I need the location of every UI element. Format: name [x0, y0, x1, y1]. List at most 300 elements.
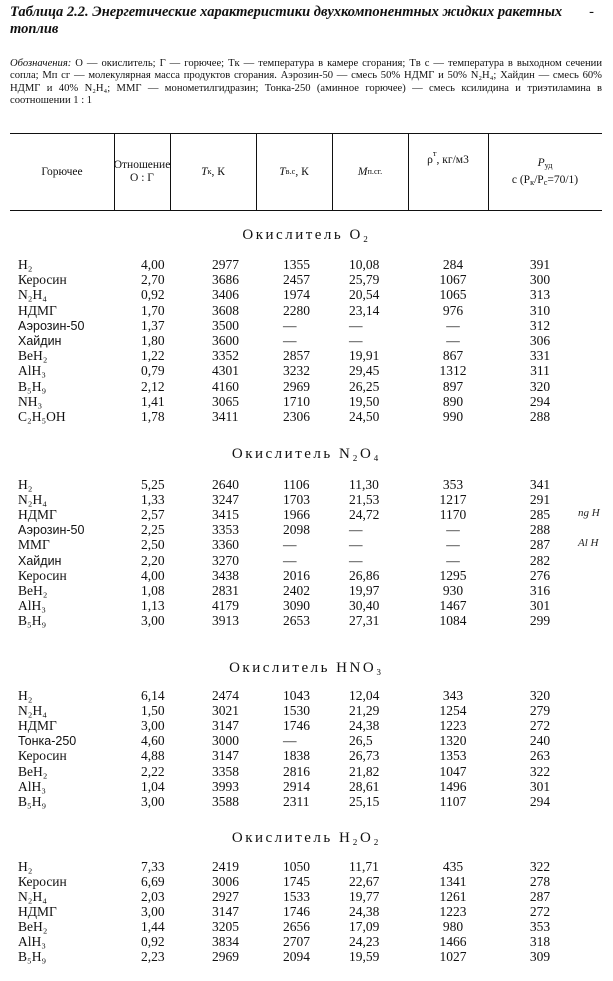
cell-tvs: 1966	[283, 507, 310, 523]
cell-tvs: 1043	[283, 688, 310, 703]
table-row	[0, 950, 613, 964]
section-title: Окислитель O₂	[242, 227, 371, 243]
cell-ratio: 4,00	[141, 257, 165, 272]
cell-tvs: 2098	[283, 522, 310, 538]
cell-tvs: —	[283, 733, 297, 749]
cell-tvs: —	[283, 537, 297, 553]
table-row	[0, 395, 613, 409]
cell-rho: 1320	[439, 733, 467, 749]
cell-tk: 3147	[212, 748, 239, 764]
table-row	[0, 478, 613, 492]
cell-m: —	[349, 552, 363, 568]
cell-tvs: 2280	[283, 302, 310, 318]
cell-ratio: 1,37	[141, 317, 165, 333]
cell-ratio: 1,08	[141, 582, 165, 598]
cell-m: 10,08	[349, 257, 380, 272]
cell-rho: 435	[442, 859, 464, 874]
cell-rho: 343	[442, 688, 464, 703]
table-row	[0, 795, 613, 809]
header-tvs: T в.с , К	[279, 165, 309, 178]
cell-tvs: —	[283, 317, 297, 333]
cell-ratio: 3,00	[141, 612, 165, 628]
cell-tk: 2977	[212, 257, 239, 272]
cell-rho: —	[446, 317, 460, 333]
cell-p: 263	[529, 748, 551, 764]
cell-rho: —	[446, 333, 460, 348]
cell-tk: 3000	[212, 733, 239, 749]
table-header	[10, 133, 602, 211]
cell-rho: 1261	[439, 889, 467, 904]
cell-fuel: Керосин	[18, 567, 67, 583]
cell-tvs: 1355	[283, 257, 310, 272]
cell-tvs: —	[283, 552, 297, 568]
table-row	[0, 935, 613, 949]
cell-fuel: C₂H₅OH	[18, 409, 66, 424]
cell-p: 287	[529, 889, 551, 904]
cell-p: 272	[529, 718, 551, 734]
cell-ratio: 2,20	[141, 552, 165, 568]
cell-ratio: 1,70	[141, 302, 165, 318]
cell-tvs: 2306	[283, 409, 310, 424]
cell-tk: 3913	[212, 612, 239, 628]
cell-rho: 1223	[439, 904, 467, 919]
cell-m: 11,71	[349, 859, 379, 874]
cell-p: 279	[529, 703, 551, 719]
cell-fuel: Аэрозин-50	[18, 523, 85, 538]
cell-p: 391	[529, 257, 551, 272]
cell-rho: 1047	[439, 763, 467, 779]
section-title: Окислитель H₂O₂	[231, 830, 382, 846]
cell-fuel: N₂H₄	[18, 889, 47, 904]
cell-tvs: 2311	[283, 793, 310, 809]
cell-p: 272	[529, 904, 551, 919]
cell-p: 341	[529, 477, 551, 492]
cell-rho: 1065	[439, 287, 467, 303]
cell-m: 26,25	[349, 378, 380, 394]
table-row	[0, 920, 613, 934]
cell-fuel: AlH₃	[18, 778, 46, 794]
cell-m: 26,5	[349, 733, 373, 749]
table-row	[0, 860, 613, 874]
cell-tk: 3438	[212, 567, 239, 583]
cell-rho: 353	[442, 477, 464, 492]
table-row	[0, 349, 613, 363]
cell-rho: 284	[442, 257, 464, 272]
header-rho: ρ т , кг/м3	[427, 149, 469, 166]
cell-m: 21,53	[349, 492, 380, 508]
cell-fuel: H₂	[18, 859, 33, 874]
cell-tvs: 2969	[283, 378, 310, 394]
cell-p: 285	[529, 507, 551, 523]
cell-fuel: НДМГ	[18, 507, 57, 523]
cell-fuel: AlH₃	[18, 934, 46, 949]
cell-p: 313	[529, 287, 551, 303]
table-row	[0, 875, 613, 889]
cell-p: 301	[529, 778, 551, 794]
table-row	[0, 334, 613, 348]
cell-p: 320	[529, 378, 551, 394]
cell-ratio: 1,80	[141, 333, 165, 348]
cell-m: 26,73	[349, 748, 380, 764]
cell-fuel: NH₃	[18, 393, 43, 409]
cell-fuel: НДМГ	[18, 718, 57, 734]
cell-ratio: 4,60	[141, 733, 165, 749]
cell-p: 294	[529, 793, 551, 809]
cell-ratio: 1,13	[141, 597, 165, 613]
table-row	[0, 765, 613, 779]
cell-fuel: H₂	[18, 688, 33, 703]
cell-fuel: H₂	[18, 257, 33, 272]
header-p: $P_{уд}$ с $(P_к/P_с=70/1)$	[511, 157, 579, 188]
cell-tvs: 1838	[283, 748, 310, 764]
table-row	[0, 599, 613, 613]
table-row	[0, 614, 613, 628]
margin-note: Al H	[578, 537, 599, 549]
cell-rho: 1466	[439, 934, 467, 949]
cell-tk: 3406	[212, 287, 239, 303]
cell-rho: 867	[442, 348, 464, 364]
cell-rho: 897	[442, 378, 464, 394]
cell-tk: 4179	[212, 597, 239, 613]
cell-rho: 1027	[439, 949, 467, 964]
legend-lead: Обозначения:	[10, 58, 72, 69]
cell-p: 309	[529, 949, 551, 964]
cell-tk: 4301	[212, 363, 239, 379]
cell-ratio: 2,57	[141, 507, 165, 523]
legend-notes	[10, 58, 602, 108]
cell-fuel: Хайдин	[18, 553, 62, 568]
header-m: M п.сг.	[357, 165, 383, 178]
cell-tk: 3147	[212, 718, 239, 734]
cell-tk: 3270	[212, 552, 239, 568]
cell-fuel: ММГ	[18, 537, 50, 553]
cell-tvs: 1745	[283, 874, 310, 889]
cell-ratio: 2,12	[141, 378, 165, 394]
cell-tvs: 1746	[283, 718, 310, 734]
cell-tk: 3500	[212, 317, 239, 333]
cell-tvs: 2457	[283, 272, 310, 288]
cell-ratio: 2,22	[141, 763, 165, 779]
cell-tvs: 2914	[283, 778, 310, 794]
table-title	[10, 4, 602, 38]
cell-tvs: 2094	[283, 949, 310, 964]
cell-p: 320	[529, 688, 551, 703]
cell-p: 353	[529, 919, 551, 934]
table-title-text: Таблица 2.2. Энергетические характеристики двухкомпонентных жидких ракетных топлив	[10, 4, 563, 37]
cell-m: 21,29	[349, 703, 380, 719]
cell-p: 316	[529, 582, 551, 598]
cell-rho: 1341	[439, 874, 467, 889]
cell-p: 288	[529, 409, 551, 424]
cell-ratio: 1,33	[141, 492, 165, 508]
table-row	[0, 258, 613, 272]
table-row	[0, 288, 613, 302]
cell-tk: 3686	[212, 272, 239, 288]
cell-tvs: 2402	[283, 582, 310, 598]
cell-fuel: N₂H₄	[18, 287, 47, 303]
cell-m: 22,67	[349, 874, 380, 889]
header-ratio: Отношение О : Г	[113, 159, 171, 184]
table-row	[0, 538, 613, 552]
cell-tvs: 2816	[283, 763, 310, 779]
header-fuel: Горючее	[41, 165, 83, 178]
cell-tk: 2969	[212, 949, 239, 964]
cell-tk: 3415	[212, 507, 239, 523]
cell-tvs: 1710	[283, 393, 310, 409]
cell-tk: 3834	[212, 934, 239, 949]
cell-rho: 1496	[439, 778, 467, 794]
cell-tk: 3588	[212, 793, 239, 809]
legend-text: О — окислитель; Г — горючее; Tк — температура в камере сгорания; Tв с — температура в выходном сечении сопла; Mп сг — молекулярная масса продуктов сгорания. Аэрозин-50 — смесь 50% НДМГ и 50% N₂H₄; Хайдин — смесь 60% НДМГ и 40% N₂H₄; ММГ — монометилгидразин; Тонка-250 (аминное горючее) — смесь ксилидина и триэтиламина в соотношении 1 : 1	[10, 58, 602, 107]
cell-m: 25,15	[349, 793, 380, 809]
cell-p: 331	[529, 348, 551, 364]
cell-rho: 1067	[439, 272, 467, 288]
cell-tvs: 2653	[283, 612, 310, 628]
cell-tk: 3352	[212, 348, 239, 364]
cell-tk: 3021	[212, 703, 239, 719]
cell-fuel: BeH₂	[18, 763, 48, 779]
cell-fuel: AlH₃	[18, 597, 46, 613]
cell-p: 299	[529, 612, 551, 628]
cell-m: 11,30	[349, 477, 379, 492]
cell-m: 24,38	[349, 904, 380, 919]
table-row	[0, 734, 613, 748]
cell-ratio: 1,50	[141, 703, 165, 719]
cell-tvs: 2707	[283, 934, 310, 949]
cell-p: 318	[529, 934, 551, 949]
table-row	[0, 508, 613, 522]
cell-p: 288	[529, 522, 551, 538]
cell-tvs: 1050	[283, 859, 310, 874]
cell-tk: 3147	[212, 904, 239, 919]
table-row	[0, 380, 613, 394]
cell-m: 29,45	[349, 363, 380, 379]
cell-rho: 1295	[439, 567, 467, 583]
cell-tvs: 1530	[283, 703, 310, 719]
cell-fuel: BeH₂	[18, 582, 48, 598]
cell-fuel: BeH₂	[18, 348, 48, 364]
cell-m: 19,97	[349, 582, 380, 598]
table-row	[0, 890, 613, 904]
table-row	[0, 584, 613, 598]
cell-fuel: BeH₂	[18, 919, 48, 934]
cell-rho: 976	[442, 302, 464, 318]
cell-ratio: 2,50	[141, 537, 165, 553]
cell-ratio: 1,41	[141, 393, 165, 409]
cell-tvs: 2857	[283, 348, 310, 364]
table-row	[0, 410, 613, 424]
cell-m: 19,77	[349, 889, 380, 904]
table-row	[0, 749, 613, 763]
cell-p: 310	[529, 302, 551, 318]
cell-tk: 2419	[212, 859, 239, 874]
cell-ratio: 6,14	[141, 688, 165, 703]
cell-tk: 3247	[212, 492, 239, 508]
cell-rho: —	[446, 522, 460, 538]
cell-m: —	[349, 317, 363, 333]
cell-m: —	[349, 537, 363, 553]
cell-fuel: B₅H₉	[18, 793, 47, 809]
cell-p: 276	[529, 567, 551, 583]
cell-fuel: Керосин	[18, 272, 67, 288]
cell-rho: 1353	[439, 748, 467, 764]
cell-rho: —	[446, 552, 460, 568]
cell-ratio: 0,79	[141, 363, 165, 379]
cell-p: 287	[529, 537, 551, 553]
cell-rho: 990	[442, 409, 464, 424]
cell-ratio: 1,44	[141, 919, 165, 934]
cell-m: 12,04	[349, 688, 380, 703]
cell-fuel: AlH₃	[18, 363, 46, 379]
cell-tk: 3205	[212, 919, 239, 934]
cell-fuel: B₅H₉	[18, 378, 47, 394]
cell-ratio: 6,69	[141, 874, 165, 889]
table-row	[0, 273, 613, 287]
cell-tk: 3600	[212, 333, 239, 348]
cell-tk: 3358	[212, 763, 239, 779]
cell-tk: 2640	[212, 477, 239, 492]
cell-rho: 1217	[439, 492, 467, 508]
cell-tk: 3360	[212, 537, 239, 553]
cell-m: 24,50	[349, 409, 380, 424]
cell-tvs: 3090	[283, 597, 310, 613]
cell-tk: 3065	[212, 393, 239, 409]
cell-m: 21,82	[349, 763, 380, 779]
cell-ratio: 4,88	[141, 748, 165, 764]
cell-m: 19,50	[349, 393, 380, 409]
title-mark: -	[589, 4, 594, 20]
cell-m: 20,54	[349, 287, 380, 303]
cell-m: 24,23	[349, 934, 380, 949]
cell-rho: 1467	[439, 597, 467, 613]
cell-m: 25,79	[349, 272, 380, 288]
cell-tk: 3411	[212, 409, 239, 424]
cell-m: —	[349, 333, 363, 348]
cell-tk: 3608	[212, 302, 239, 318]
cell-rho: 1312	[439, 363, 467, 379]
cell-fuel: Керосин	[18, 874, 67, 889]
cell-tvs: 1746	[283, 904, 310, 919]
cell-ratio: 7,33	[141, 859, 165, 874]
cell-ratio: 3,00	[141, 904, 165, 919]
cell-p: 322	[529, 859, 551, 874]
table-row	[0, 704, 613, 718]
cell-ratio: 3,00	[141, 793, 165, 809]
cell-tk: 4160	[212, 378, 239, 394]
cell-rho: 980	[442, 919, 464, 934]
cell-p: 282	[529, 552, 551, 568]
margin-note: ng H	[578, 507, 600, 519]
cell-p: 291	[529, 492, 551, 508]
cell-tvs: 2656	[283, 919, 310, 934]
section-title: Окислитель HNO₃	[229, 660, 384, 676]
cell-tvs: 1533	[283, 889, 310, 904]
cell-rho: 1254	[439, 703, 467, 719]
cell-tk: 2831	[212, 582, 239, 598]
cell-rho: 1107	[439, 793, 467, 809]
cell-tvs: 2016	[283, 567, 310, 583]
table-row	[0, 319, 613, 333]
cell-ratio: 0,92	[141, 934, 165, 949]
cell-ratio: 5,25	[141, 477, 165, 492]
cell-m: 24,38	[349, 718, 380, 734]
cell-ratio: 1,78	[141, 409, 165, 424]
cell-fuel: Тонка-250	[18, 734, 77, 749]
cell-m: 24,72	[349, 507, 380, 523]
cell-m: —	[349, 522, 363, 538]
cell-fuel: Керосин	[18, 748, 67, 764]
table-row	[0, 905, 613, 919]
table-row	[0, 304, 613, 318]
cell-p: 294	[529, 393, 551, 409]
cell-p: 301	[529, 597, 551, 613]
table-row	[0, 719, 613, 733]
table-row	[0, 569, 613, 583]
table-row	[0, 523, 613, 537]
table-row	[0, 780, 613, 794]
cell-fuel: НДМГ	[18, 302, 57, 318]
cell-ratio: 1,22	[141, 348, 165, 364]
cell-ratio: 3,00	[141, 718, 165, 734]
cell-p: 300	[529, 272, 551, 288]
cell-fuel: H₂	[18, 477, 33, 492]
cell-ratio: 4,00	[141, 567, 165, 583]
cell-fuel: НДМГ	[18, 904, 57, 919]
cell-fuel: Хайдин	[18, 334, 62, 348]
table-row	[0, 689, 613, 703]
cell-tvs: 1106	[283, 477, 310, 492]
cell-fuel: N₂H₄	[18, 492, 47, 508]
cell-tvs: 1703	[283, 492, 310, 508]
cell-ratio: 0,92	[141, 287, 165, 303]
cell-fuel: B₅H₉	[18, 949, 47, 964]
cell-m: 30,40	[349, 597, 380, 613]
cell-rho: 930	[442, 582, 464, 598]
cell-rho: 890	[442, 393, 464, 409]
cell-tk: 3353	[212, 522, 239, 538]
cell-tvs: —	[283, 333, 297, 348]
cell-p: 278	[529, 874, 551, 889]
cell-ratio: 2,25	[141, 522, 165, 538]
cell-tvs: 1974	[283, 287, 310, 303]
cell-fuel: B₅H₉	[18, 612, 47, 628]
cell-rho: 1084	[439, 612, 467, 628]
cell-rho: 1170	[439, 507, 467, 523]
cell-tk: 2474	[212, 688, 239, 703]
cell-rho: —	[446, 537, 460, 553]
cell-p: 311	[530, 363, 550, 379]
cell-tk: 3993	[212, 778, 239, 794]
cell-m: 28,61	[349, 778, 380, 794]
cell-m: 27,31	[349, 612, 380, 628]
table-row	[0, 493, 613, 507]
cell-ratio: 1,04	[141, 778, 165, 794]
cell-m: 23,14	[349, 302, 380, 318]
cell-m: 19,91	[349, 348, 380, 364]
cell-tk: 3006	[212, 874, 239, 889]
cell-ratio: 2,23	[141, 949, 165, 964]
cell-m: 26,86	[349, 567, 380, 583]
cell-m: 17,09	[349, 919, 380, 934]
cell-rho: 1223	[439, 718, 467, 734]
cell-ratio: 2,03	[141, 889, 165, 904]
cell-tk: 2927	[212, 889, 239, 904]
cell-p: 306	[529, 333, 551, 348]
cell-p: 312	[529, 317, 551, 333]
cell-fuel: N₂H₄	[18, 703, 47, 719]
cell-m: 19,59	[349, 949, 380, 964]
table-row	[0, 364, 613, 378]
